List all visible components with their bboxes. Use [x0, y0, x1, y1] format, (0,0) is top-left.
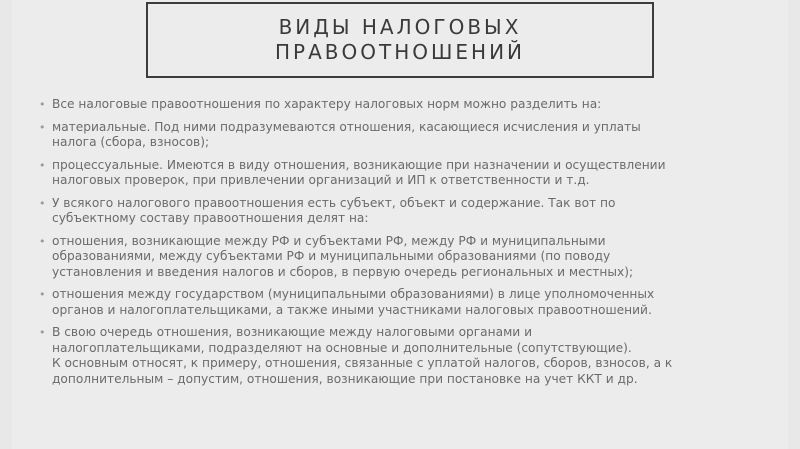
bullet-text-line: установления и введения налогов и сборов, в первую очередь региональных и местных);	[52, 264, 634, 279]
bullet-text-line: дополнительным – допустим, отношения, возникающие при постановке на учет ККТ и др.	[52, 371, 638, 386]
bullet-text-line: Все налоговые правоотношения по характеру налоговых норм можно разделить на:	[52, 97, 602, 111]
bullet-marker: •	[39, 288, 46, 301]
bullet-text-line: налоговых проверок, при привлечении организаций и ИП к ответственности и т.д.	[52, 173, 590, 187]
bullet-text-line: К основным относят, к примеру, отношения, связанные с уплатой налогов, сборов, взносов, а к	[52, 356, 673, 370]
bullet-marker: •	[39, 234, 46, 248]
bullet-item	[39, 195, 762, 227]
bullet-item	[39, 233, 762, 281]
slide-title-box	[146, 2, 654, 78]
bullet-marker: •	[39, 158, 46, 172]
bullet-list	[39, 97, 762, 394]
bullet-text-line: материальные. Под ними подразумеваются отношения, касающиеся исчисления и уплаты	[52, 119, 641, 134]
bullet-text-line: отношения между государством (муниципальными образованиями) в лице уполномоченных	[52, 287, 655, 301]
bullet-text-line: У всякого налогового правоотношения есть субъект, объект и содержание. Так вот по	[52, 195, 616, 210]
bullet-text-line: органов и налогоплательщиками, а также иными участниками налоговых правоотношений.	[52, 302, 652, 317]
bullet-item	[39, 119, 762, 151]
bullet-marker: •	[39, 120, 46, 134]
bullet-marker: •	[39, 326, 46, 339]
bullet-item	[39, 97, 762, 113]
bullet-item	[39, 287, 762, 318]
bullet-text-line: налогоплательщиками, подразделяют на основные и дополнительные (сопутствующие).	[52, 340, 632, 355]
bullet-marker: •	[39, 196, 46, 210]
bullet-item	[39, 157, 762, 189]
bullet-text-line: В свою очередь отношения, возникающие между налоговыми органами и	[52, 325, 532, 339]
bullet-text-line: процессуальные. Имеются в виду отношения, возникающие при назначении и осуществлении	[52, 157, 666, 172]
bullet-text-line: образованиями, между субъектами РФ и муниципальными образованиями (по поводу	[52, 249, 611, 263]
slide-title-line-2: ПРАВООТНОШЕНИЙ	[275, 40, 525, 64]
slide-title-line-1: ВИДЫ НАЛОГОВЫХ	[278, 15, 522, 39]
bullet-item	[39, 325, 762, 387]
bullet-marker: •	[39, 98, 46, 111]
bullet-text-line: субъектному составу правоотношения делят на:	[52, 211, 369, 225]
bullet-text-line: отношения, возникающие между РФ и субъектами РФ, между РФ и муниципальными	[52, 233, 606, 248]
bullet-text-line: налога (сбора, взносов);	[52, 135, 210, 149]
